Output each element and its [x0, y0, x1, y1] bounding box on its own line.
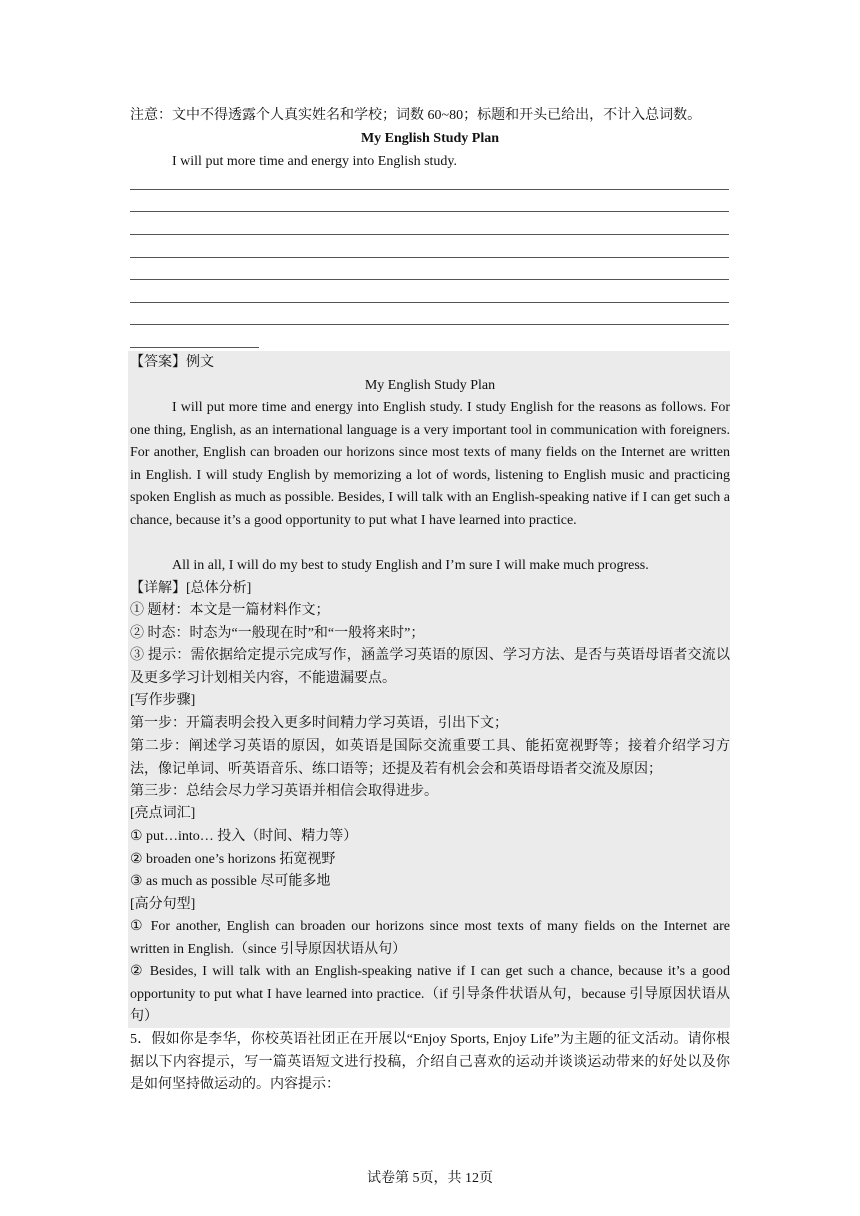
step-item: 第一步：开篇表明会投入更多时间精力学习英语，引出下文； — [130, 716, 508, 731]
vocab-item: ② broaden one’s horizons 拓宽视野 — [130, 852, 336, 867]
sample-essay-paragraph-1: I will put more time and energy into English study. I study English for the reasons as follows. For one thing, English, as an international language is a very important tool in communication with foreigners. For another, English can broaden our horizons since most texts of many fields on the Internet are written in English. I will study English by memorizing a lot of words, listening to English music and practicing spoken English as much as possible. Besides, I will talk with an English-speaking native if I can get such a chance, because it’s a good opportunity to put what I have learned into practice. — [130, 400, 730, 528]
answer-line — [130, 257, 729, 258]
answer-line — [130, 324, 729, 325]
steps-heading: [写作步骤] — [130, 693, 196, 708]
analysis-item: ② 时态：时态为“一般现在时”和“一般将来时”； — [130, 626, 425, 641]
step-item: 第二步：阐述学习英语的原因，如英语是国际交流重要工具、能拓宽视野等；接着介绍学习方法，像记单词、听英语音乐、练口语等；还提及若有机会会和英语母语者交流及原因； — [130, 739, 730, 777]
analysis-item: ① 题材：本文是一篇材料作文； — [130, 603, 330, 618]
sentences-heading: [高分句型] — [130, 897, 196, 912]
answer-line-short — [130, 347, 259, 348]
vocab-heading: [亮点词汇] — [130, 806, 196, 821]
sample-essay-title: My English Study Plan — [364, 378, 496, 393]
sentence-item: ① For another, English can broaden our horizons since most texts of many fields on the Internet are written in English.（since 引导原因状语从句） — [130, 919, 730, 957]
sample-essay-paragraph-2: All in all, I will do my best to study English and I’m sure I will make much progress. — [172, 558, 649, 573]
step-item: 第三步：总结会尽力学习英语并相信会取得进步。 — [130, 784, 438, 799]
vocab-item: ③ as much as possible 尽可能多地 — [130, 874, 331, 889]
answer-line — [130, 211, 729, 212]
essay-opening-sentence: I will put more time and energy into English study. — [172, 154, 458, 169]
answer-line — [130, 234, 729, 235]
essay-prompt-title: My English Study Plan — [360, 131, 500, 146]
analysis-item: ③ 提示：需依据给定提示完成写作，涵盖学习英语的原因、学习方法、是否与英语母语者交流以及更多学习计划相关内容，不能遗漏要点。 — [130, 648, 730, 686]
question-5-prompt: 5．假如你是李华，你校英语社团正在开展以“Enjoy Sports, Enjoy Life”为主题的征文活动。请你根据以下内容提示，写一篇英语短文进行投稿，介绍自己喜欢的运动并谈谈运动带来的好处以及你是如何坚持做运动的。内容提示： — [130, 1032, 730, 1093]
answer-line — [130, 279, 729, 280]
answer-line — [130, 302, 729, 303]
page-number-footer: 试卷第 5页，共 12页 — [367, 1171, 493, 1186]
vocab-item: ① put…into… 投入（时间、精力等） — [130, 829, 358, 844]
answer-heading: 【答案】例文 — [130, 355, 214, 370]
word-count-note: 注意：文中不得透露个人真实姓名和学校；词数 60~80；标题和开头已给出，不计入总词数。 — [130, 108, 702, 123]
analysis-heading: 【详解】[总体分析] — [130, 581, 252, 596]
answer-line — [130, 189, 729, 190]
sentence-item: ② Besides, I will talk with an English-speaking native if I can get such a chance, because it’s a good opportunity to put what I have learned into practice.（if 引导条件状语从句，because 引导原因状语从句） — [130, 964, 730, 1025]
